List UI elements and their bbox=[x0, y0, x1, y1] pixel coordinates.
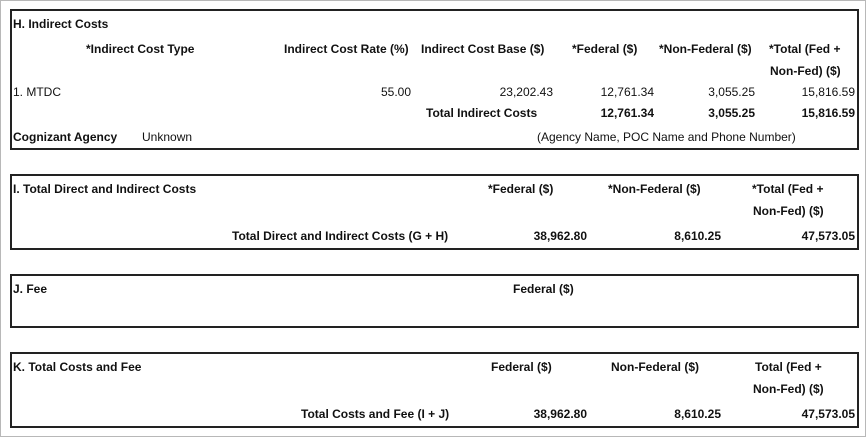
total-direct-indirect-label: Total Direct and Indirect Costs (G + H) bbox=[232, 229, 449, 243]
header-total-line1: Total (Fed + bbox=[755, 360, 822, 374]
total-costs-fee-non-federal: 8,610.25 bbox=[674, 407, 721, 421]
row-indirect-federal: 12,761.34 bbox=[600, 85, 654, 99]
header-total-line2: Non-Fed) ($) bbox=[753, 204, 824, 218]
row-indirect-type: 1. MTDC bbox=[13, 85, 61, 99]
row-indirect-total: 15,816.59 bbox=[801, 85, 855, 99]
section-j-fee bbox=[10, 274, 859, 328]
section-i-title: I. Total Direct and Indirect Costs bbox=[13, 182, 197, 196]
header-federal: *Federal ($) bbox=[572, 42, 638, 56]
section-h-indirect-costs bbox=[10, 9, 859, 150]
row-indirect-non-federal: 3,055.25 bbox=[708, 85, 755, 99]
header-indirect-cost-type: *Indirect Cost Type bbox=[86, 42, 195, 56]
total-direct-indirect-non-federal: 8,610.25 bbox=[674, 229, 721, 243]
header-federal: Federal ($) bbox=[513, 282, 574, 296]
row-indirect-base: 23,202.43 bbox=[499, 85, 553, 99]
header-non-federal: *Non-Federal ($) bbox=[659, 42, 752, 56]
cognizant-agency-label: Cognizant Agency bbox=[13, 130, 118, 144]
row-indirect-rate: 55.00 bbox=[380, 85, 411, 99]
header-indirect-cost-rate: Indirect Cost Rate (%) bbox=[284, 42, 409, 56]
cognizant-agency-hint: (Agency Name, POC Name and Phone Number) bbox=[537, 130, 796, 144]
section-h-title: H. Indirect Costs bbox=[13, 17, 109, 31]
header-indirect-cost-base: Indirect Cost Base ($) bbox=[421, 42, 545, 56]
header-total-line1: *Total (Fed + bbox=[769, 42, 841, 56]
header-federal: Federal ($) bbox=[491, 360, 552, 374]
header-total-line2: Non-Fed) ($) bbox=[753, 382, 824, 396]
header-non-federal: Non-Federal ($) bbox=[611, 360, 700, 374]
section-j-title: J. Fee bbox=[13, 282, 48, 296]
section-k-title: K. Total Costs and Fee bbox=[13, 360, 142, 374]
total-costs-fee-label: Total Costs and Fee (I + J) bbox=[301, 407, 450, 421]
header-total-line1: *Total (Fed + bbox=[752, 182, 824, 196]
section-i-total-direct-indirect bbox=[10, 174, 859, 250]
total-indirect-non-federal: 3,055.25 bbox=[708, 106, 755, 120]
header-non-federal: *Non-Federal ($) bbox=[608, 182, 701, 196]
total-costs-fee-federal: 38,962.80 bbox=[533, 407, 587, 421]
total-direct-indirect-total: 47,573.05 bbox=[801, 229, 855, 243]
header-total-line2: Non-Fed) ($) bbox=[770, 64, 841, 78]
total-indirect-federal: 12,761.34 bbox=[600, 106, 654, 120]
total-costs-fee-total: 47,573.05 bbox=[801, 407, 855, 421]
cognizant-agency-value: Unknown bbox=[142, 130, 193, 144]
total-indirect-costs-label: Total Indirect Costs bbox=[426, 106, 538, 120]
total-direct-indirect-federal: 38,962.80 bbox=[533, 229, 587, 243]
header-federal: *Federal ($) bbox=[488, 182, 554, 196]
total-indirect-total: 15,816.59 bbox=[801, 106, 855, 120]
section-k-total-costs-fee bbox=[10, 352, 859, 428]
